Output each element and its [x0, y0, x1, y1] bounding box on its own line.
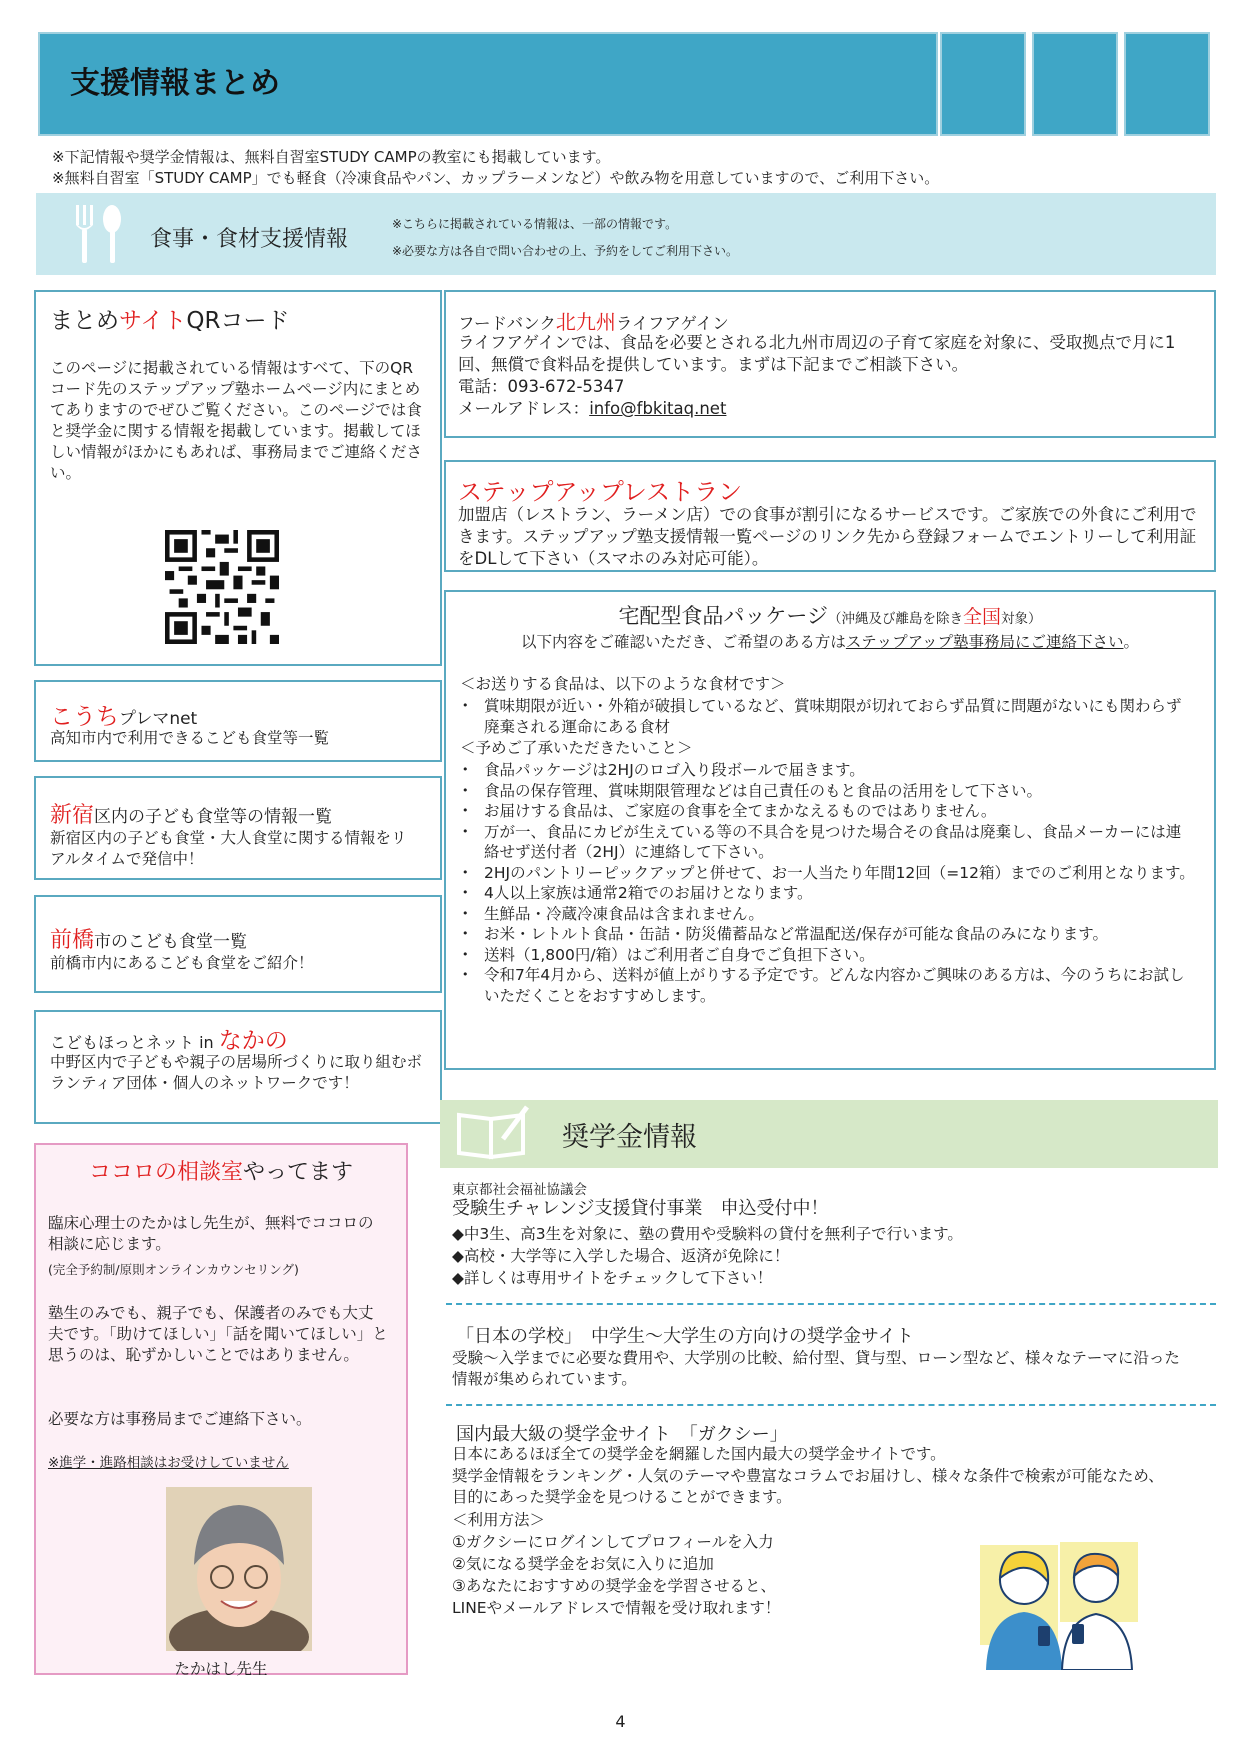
- package-intro: 以下内容をご確認いただき、ご希望のある方はステップアップ塾事務局にご連絡下さい。: [520, 633, 1139, 651]
- qr-box-title: まとめサイトQRコード: [50, 308, 290, 334]
- package-list-item: • 生鮮品・冷蔵冷凍食品は含まれません。: [456, 904, 1196, 925]
- kochi-title: こうちプレマnet: [50, 704, 198, 730]
- package-list-item: • 2HJのパントリーピックアップと併せて、お一人当たり年間12回（=12箱）までのご利用となります。: [456, 863, 1196, 884]
- s2-body: 受験～入学までに必要な費用や、大学別の比較、給付型、貸与型、ローン型など、様々なテーマに沿った情報が集められています。: [452, 1349, 1180, 1388]
- food-section-title: 食事・食材支援情報: [150, 227, 349, 252]
- qr-code[interactable]: [165, 530, 279, 644]
- s3-body: 奨学金情報をランキング・人気のテーマや豊富なコラムでお届けし、様々な条件で検索が可能なため、目的にあった奨学金を見つけることができます。: [452, 1467, 1164, 1506]
- divider: [446, 1404, 1216, 1406]
- restaurant-body: 加盟店（レストラン、ラーメン店）での食事が割引になるサービスです。ご家族での外食にご利用できます。ステップアップ塾支援情報一覧ページのリンク先から登録フォームでエントリーして利用証をDLして下さい（スマホのみ対応可能）。: [458, 505, 1197, 568]
- shinjuku-link-box[interactable]: [34, 776, 442, 880]
- foodbank-box: [444, 290, 1216, 438]
- package-list-2: [456, 760, 1196, 1006]
- kochi-link-box[interactable]: [34, 680, 442, 762]
- foodbank-mail: メールアドレス：info@fbkitaq.net: [458, 399, 727, 418]
- nakano-link-box[interactable]: [34, 1010, 442, 1124]
- maebashi-link-box[interactable]: [34, 895, 442, 993]
- page-number: 4: [615, 1712, 626, 1731]
- s1-org: 東京都社会福祉協議会: [452, 1182, 587, 1198]
- foodbank-tel: 電話：093-672-5347: [458, 377, 625, 396]
- kokoro-text: 塾生のみでも、親子でも、保護者のみでも大丈夫です。「助けてほしい」「話を聞いてほしい」と思うのは、恥ずかしいことではありません。: [48, 1304, 388, 1364]
- s1-title[interactable]: 受験生チャレンジ支援貸付事業 申込受付中！: [452, 1198, 829, 1219]
- s1-item: ◆中3生、高3生を対象に、塾の費用や受験料の貸付を無利子で行います。: [452, 1225, 963, 1243]
- shinjuku-body: 新宿区内の子ども食堂・大人食堂に関する情報をリアルタイムで発信中！: [50, 829, 407, 868]
- foodbank-body: ライフアゲインでは、食品を必要とされる北九州市周辺の子育て家庭を対象に、受取拠点で月に1回、無償で食料品を提供しています。まずは下記までご相談下さい。: [458, 333, 1176, 374]
- package-list-item: • 食品パッケージは2HJのロゴ入り段ボールで届きます。: [456, 760, 1196, 781]
- shinjuku-title: 新宿区内の子ども食堂等の情報一覧: [50, 803, 333, 828]
- package-heading: ＜お送りする食品は、以下のような食材です＞: [460, 675, 786, 693]
- fork-spoon-icon: [72, 205, 126, 265]
- food-section-note: ※こちらに掲載されている情報は、一部の情報です。: [392, 217, 678, 231]
- foodbank-title: フードバンク北九州ライフアゲイン: [458, 310, 729, 334]
- scholarship-title: 奨学金情報: [562, 1122, 697, 1153]
- package-list-item: • 万が一、食品にカビが生えている等の不具合を見つけた場合その食品は廃棄し、食品メーカーには連絡せず送付者（2HJ）に連絡して下さい。: [456, 822, 1196, 863]
- package-list-item: • 食品の保存管理、賞味期限管理などは自己責任のもと食品の活用をして下さい。: [456, 781, 1196, 802]
- header-decor-square: [1032, 32, 1118, 136]
- photo-caption: たかはし先生: [174, 1660, 268, 1678]
- s3-step: LINEやメールアドレスで情報を受け取れます！: [452, 1599, 781, 1617]
- s3-body: 日本にあるほぼ全ての奨学金を網羅した国内最大の奨学金サイトです。: [452, 1445, 946, 1463]
- note-line: ※無料自習室「STUDY CAMP」でも軽食（冷凍食品やパン、カップラーメンなど）や飲み物を用意していますので、ご利用下さい。: [52, 169, 940, 187]
- nakano-title: こどもほっとネット in なかの: [50, 1028, 288, 1054]
- package-list-item: • 令和7年4月から、送料が値上がりする予定です。どんな内容かご興味のある方は、今のうちにお試しいただくことをおすすめします。: [456, 965, 1196, 1006]
- maebashi-body: 前橋市内にあるこども食堂をご紹介！: [50, 954, 314, 972]
- package-contact-link[interactable]: ステップアップ塾事務局にご連絡下さい: [845, 633, 1124, 651]
- s3-step: ①ガクシーにログインしてプロフィールを入力: [452, 1533, 774, 1551]
- s3-step: ②気になる奨学金をお気に入りに追加: [452, 1555, 714, 1573]
- package-list-item: • お米・レトルト食品・缶詰・防災備蓄品など常温配送/保存が可能な食品のみになります。: [456, 924, 1196, 945]
- note-line: ※下記情報や奨学金情報は、無料自習室STUDY CAMPの教室にも掲載しています。: [52, 148, 611, 166]
- maebashi-title: 前橋市のこども食堂一覧: [50, 928, 248, 953]
- package-list-item: • 送料（1,800円/箱）はご利用者ご自身でご負担下さい。: [456, 945, 1196, 966]
- s2-title[interactable]: 「日本の学校」 中学生～大学生の方向けの奨学金サイト: [456, 1326, 914, 1347]
- nakano-body: 中野区内で子どもや親子の居場所づくりに取り組むボランティア団体・個人のネットワークです！: [50, 1053, 423, 1092]
- package-box: [444, 590, 1216, 1070]
- divider: [446, 1303, 1216, 1305]
- s3-heading: ＜利用方法＞: [452, 1511, 546, 1529]
- package-list-1: [456, 696, 1196, 737]
- kokoro-title: ココロの相談室やってます: [88, 1160, 354, 1185]
- kokoro-text: 必要な方は事務局までご連絡下さい。: [48, 1410, 312, 1428]
- header-decor-square: [1124, 32, 1210, 136]
- package-list-item: • 4人以上家族は通常2箱でのお届けとなります。: [456, 883, 1196, 904]
- kokoro-box: [34, 1143, 408, 1678]
- page-title: 支援情報まとめ: [70, 66, 280, 101]
- header-decor-square: [940, 32, 1026, 136]
- restaurant-box: [444, 460, 1216, 572]
- foodbank-mail-link[interactable]: info@fbkitaq.net: [589, 399, 727, 418]
- s1-item: ◆高校・大学等に入学した場合、返済が免除に！: [452, 1247, 790, 1265]
- restaurant-title: ステップアップレストラン: [458, 478, 743, 506]
- food-section-note: ※必要な方は各自で問い合わせの上、予約をしてご利用下さい。: [392, 244, 739, 258]
- package-title: 宅配型食品パッケージ（沖縄及び離島を除き全国対象）: [618, 604, 1042, 628]
- kokoro-disclaimer: ※進学・進路相談はお受けしていません: [48, 1455, 289, 1471]
- package-heading: ＜予めご了承いただきたいこと＞: [460, 739, 693, 757]
- package-list-item: • 賞味期限が近い・外箱が破損しているなど、賞味期限が切れておらず品質に問題がないにも関わらず廃棄される運命にある食材: [456, 696, 1196, 737]
- package-list-item: • お届けする食品は、ご家庭の食事を全てまかなえるものではありません。: [456, 801, 1196, 822]
- s3-step: ③あなたにおすすめの奨学金を学習させると、: [452, 1577, 777, 1595]
- scholarship-band: [440, 1100, 1218, 1168]
- counselor-photo: [166, 1487, 312, 1651]
- qr-box-body: このページに掲載されている情報はすべて、下のQRコード先のステップアップ塾ホームページ内にまとめてありますのでぜひご覧ください。このページでは食と奨学金に関する情報を掲載しています。掲載してほしい情報がほかにもあれば、事務局までご連絡ください。: [50, 359, 423, 482]
- kochi-body: 高知市内で利用できるこども食堂等一覧: [50, 729, 330, 747]
- s3-title[interactable]: 国内最大級の奨学金サイト 「ガクシー」: [456, 1424, 788, 1445]
- open-book-icon: [455, 1103, 531, 1161]
- kokoro-text: 臨床心理士のたかはし先生が、無料でココロの相談に応じます。: [48, 1214, 374, 1253]
- s1-item: ◆詳しくは専用サイトをチェックして下さい！: [452, 1269, 773, 1287]
- kokoro-note: (完全予約制/原則オンラインカウンセリング): [48, 1262, 299, 1277]
- people-illustration: [980, 1520, 1140, 1670]
